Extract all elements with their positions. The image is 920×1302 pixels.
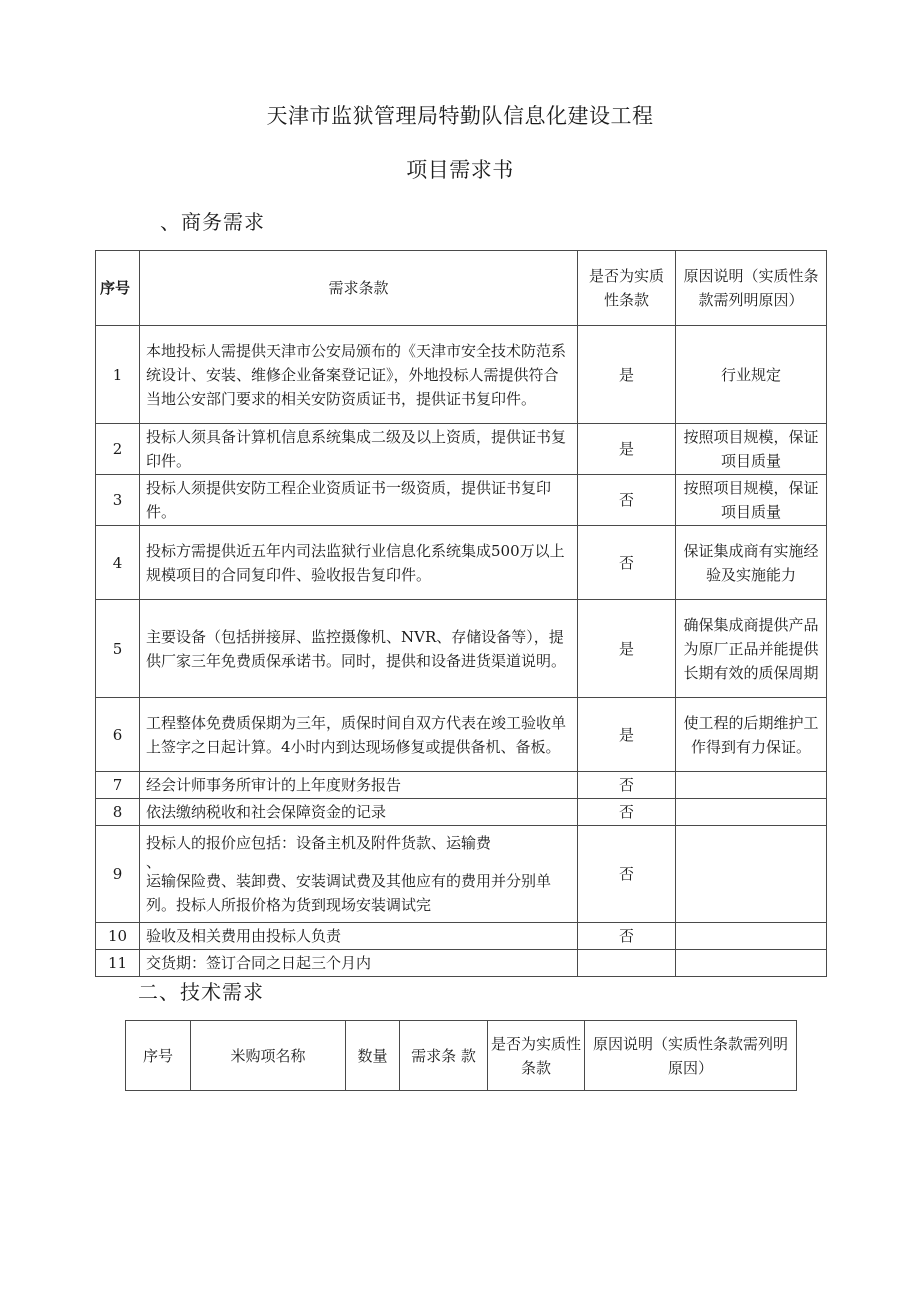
row-substantive: 否: [578, 923, 676, 950]
row-substantive: 否: [578, 526, 676, 600]
row-reason: 按照项目规模，保证项目质量: [676, 424, 827, 475]
row-substantive: 是: [578, 326, 676, 424]
row-substantive: 否: [578, 772, 676, 799]
table-row: [96, 950, 827, 977]
row-clause: 工程整体免费质保期为三年，质保时间自双方代表在竣工验收单上签字之日起计算。4小时内到达现场修复或提供备机、备板。: [140, 698, 578, 772]
row-index: 5: [96, 600, 140, 698]
row-clause: 本地投标人需提供天津市公安局颁布的《天津市安全技术防范系统设计、安装、维修企业备案登记证》，外地投标人需提供符合当地公安部门要求的相关安防资质证书，提供证书复印件。: [140, 326, 578, 424]
technical-section-heading: 二、技术需求: [138, 980, 264, 1004]
row-reason: 确保集成商提供产品为原厂正品并能提供长期有效的质保周期: [676, 600, 827, 698]
table-row: [96, 772, 827, 799]
document-title: 天津市监狱管理局特勤队信息化建设工程: [266, 104, 654, 128]
row-substantive: 否: [578, 475, 676, 526]
table-header-row: [126, 1021, 797, 1091]
table-row: [96, 799, 827, 826]
row-reason: [676, 826, 827, 923]
row-clause: 投标人须提供安防工程企业资质证书一级资质，提供证书复印件。: [140, 475, 578, 526]
row-reason: [676, 923, 827, 950]
row-index: 6: [96, 698, 140, 772]
row-reason: 使工程的后期维护工作得到有力保证。: [676, 698, 827, 772]
table-row: [96, 475, 827, 526]
row-clause: 验收及相关费用由投标人负责: [140, 923, 578, 950]
row-clause-line: 运输保险费、装卸费、安装调试费及其他应有的费用并分别单列。投标人所报价格为货到现场安装调试完: [146, 872, 552, 914]
header-substantive: 是否为实质性条款: [488, 1021, 585, 1091]
table-row: [96, 600, 827, 698]
row-substantive: 是: [578, 698, 676, 772]
row-index: 7: [96, 772, 140, 799]
table-row: [96, 826, 827, 923]
row-clause: [140, 826, 578, 923]
header-clause: 需求条 款: [400, 1021, 488, 1091]
table-row: [96, 698, 827, 772]
header-substantive: 是否为实质性条款: [578, 251, 676, 326]
table-row: [96, 526, 827, 600]
table-header-row: [96, 251, 827, 326]
row-clause: 依法缴纳税收和社会保障资金的记录: [140, 799, 578, 826]
row-substantive: 是: [578, 424, 676, 475]
header-name: 米购项名称: [191, 1021, 346, 1091]
row-substantive: 否: [578, 799, 676, 826]
row-index: 4: [96, 526, 140, 600]
technical-requirements-table: [125, 1020, 797, 1091]
row-index: 9: [96, 826, 140, 923]
header-reason: 原因说明（实质性条款需列明原因）: [585, 1021, 797, 1091]
table-row: [96, 923, 827, 950]
header-quantity: 数量: [346, 1021, 400, 1091]
header-index: 序号: [126, 1021, 191, 1091]
row-reason: [676, 772, 827, 799]
row-clause: 主要设备（包括拼接屏、监控摄像机、NVR、存储设备等），提供厂家三年免费质保承诺书。同时，提供和设备进货渠道说明。: [140, 600, 578, 698]
row-clause-line: 、: [146, 853, 162, 871]
row-index: 3: [96, 475, 140, 526]
row-reason: [676, 799, 827, 826]
row-index: 8: [96, 799, 140, 826]
document-subtitle: 项目需求书: [406, 158, 514, 182]
row-clause-line: 投标人的报价应包括：设备主机及附件货款、运输费: [146, 834, 492, 852]
row-clause: 交货期：签订合同之日起三个月内: [140, 950, 578, 977]
business-section-heading: 、商务需求: [160, 210, 265, 234]
row-clause: 投标人须具备计算机信息系统集成二级及以上资质，提供证书复印件。: [140, 424, 578, 475]
row-reason: 行业规定: [676, 326, 827, 424]
table-row: [96, 424, 827, 475]
row-clause: 投标方需提供近五年内司法监狱行业信息化系统集成500万以上规模项目的合同复印件、验收报告复印件。: [140, 526, 578, 600]
business-requirements-table: [95, 250, 827, 977]
row-substantive: 是: [578, 600, 676, 698]
row-substantive: [578, 950, 676, 977]
row-substantive: 否: [578, 826, 676, 923]
row-index: 1: [96, 326, 140, 424]
row-index: 11: [96, 950, 140, 977]
table-row: [96, 326, 827, 424]
row-clause: 经会计师事务所审计的上年度财务报告: [140, 772, 578, 799]
header-clause: 需求条款: [140, 251, 578, 326]
row-reason: [676, 950, 827, 977]
header-index: 序号: [96, 251, 140, 326]
row-reason: 按照项目规模，保证项目质量: [676, 475, 827, 526]
row-index: 2: [96, 424, 140, 475]
row-index: 10: [96, 923, 140, 950]
header-reason: 原因说明（实质性条款需列明原因）: [676, 251, 827, 326]
row-reason: 保证集成商有实施经验及实施能力: [676, 526, 827, 600]
